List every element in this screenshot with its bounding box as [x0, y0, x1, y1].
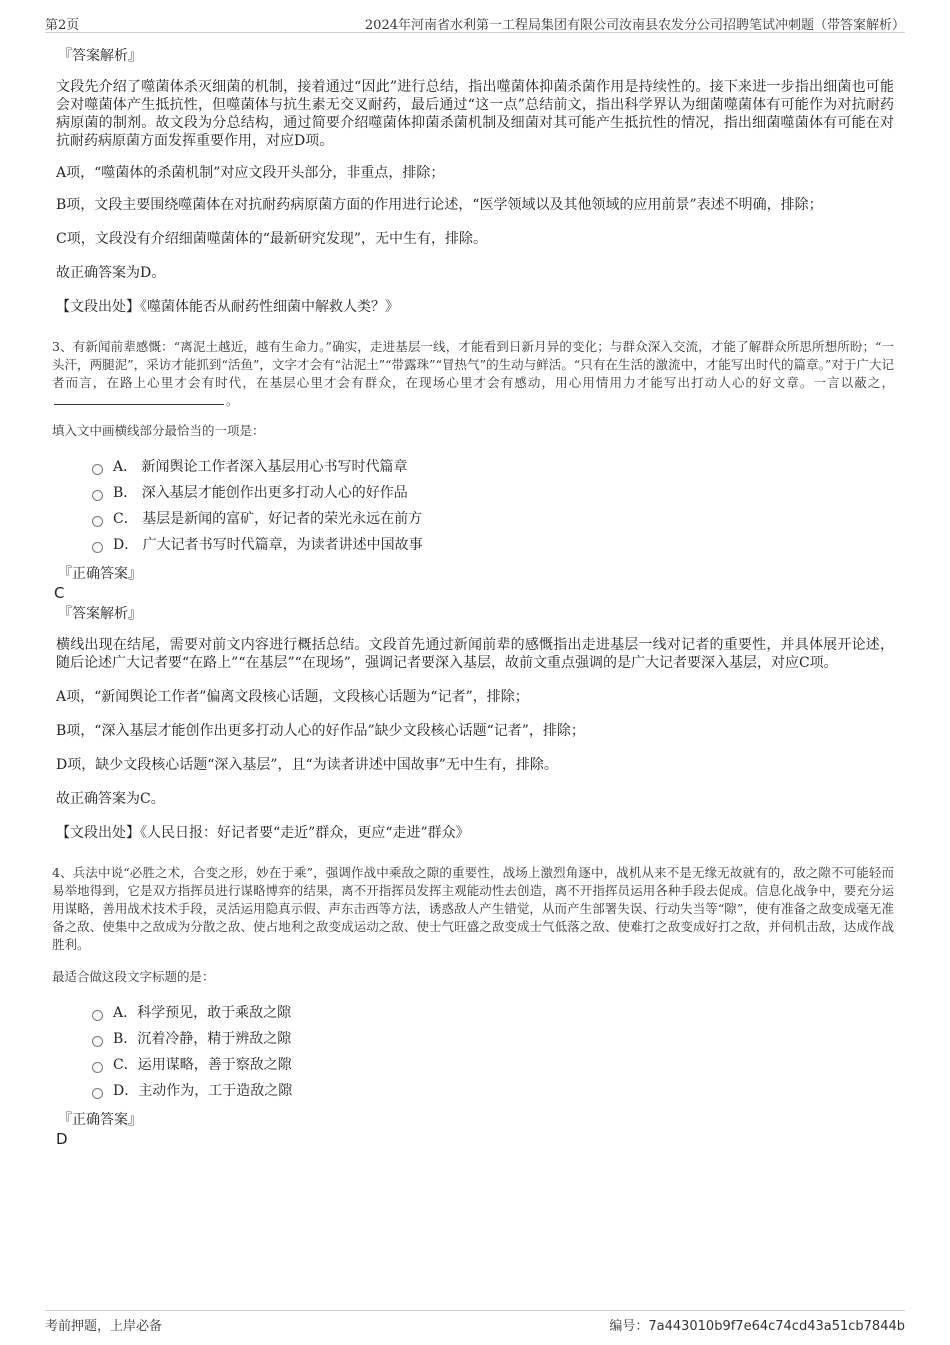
source: 【文段出处】《噬菌体能否从耐药性细菌中解救人类？》: [56, 299, 399, 315]
analysis-text: 横线出现在结尾，需要对前文内容进行概括总结。文段首先通过新闻前辈的感慨指出走进基层一线对记者的重要性，并具体展开论述，随后论述广大记者要“在路上”“在基层”“在现场”，强调记者要深入基层，故前文重点强调的是广大记者要深入基层，对应C项。: [56, 637, 894, 671]
question-prompt: 最适合做这段文字标题的是：: [52, 969, 215, 984]
radio-icon[interactable]: [92, 542, 103, 553]
question-prompt: 填入文中画横线部分最恰当的一项是：: [52, 423, 265, 438]
analysis-option-a: A项，“新闻舆论工作者”偏离文段核心话题，文段核心话题为“记者”，排除；: [56, 689, 529, 705]
page-number: 第2页: [45, 18, 80, 33]
radio-icon[interactable]: [92, 1010, 103, 1021]
blank-line: [54, 392, 224, 405]
analysis-option-c: C项，文段没有介绍细菌噬菌体的“最新研究发现”，无中生有，排除。: [56, 231, 488, 247]
question-4: [52, 864, 894, 1104]
option-d[interactable]: D．主动作为，工于造敌之隙: [92, 1078, 894, 1104]
document-title: 2024年河南省水利第一工程局集团有限公司汝南县农发分公司招聘笔试冲刺题（带答案解析）: [364, 18, 905, 33]
analysis-text: 文段先介绍了噬菌体杀灭细菌的机制，接着通过“因此”进行总结，指出噬菌体抑菌杀菌作用是持续性的。接下来进一步指出细菌也可能会对噬菌体产生抵抗性，但噬菌体与抗生素无交叉耐药，最后通过“这一点”总结前文，指出科学界认为细菌噬菌体有可能作为对抗耐药病原菌的制剂。故文段为分总结构，通过简要介绍噬菌体抑菌杀菌机制及细菌对其可能产生抵抗性的情况，指出细菌噬菌体有可能在对抗耐药病原菌方面发挥重要作用，对应D项。: [56, 79, 894, 149]
option-d[interactable]: D． 广大记者书写时代篇章，为读者讲述中国故事: [92, 532, 894, 558]
option-list: [92, 454, 894, 558]
radio-icon[interactable]: [92, 1036, 103, 1047]
option-a[interactable]: A． 新闻舆论工作者深入基层用心书写时代篇章: [92, 454, 894, 480]
analysis-option-b: B项，文段主要围绕噬菌体在对抗耐药病原菌方面的作用进行论述，“医学领域以及其他领域的应用前景”表述不明确，排除；: [56, 197, 823, 213]
correct-answer: C: [54, 584, 65, 602]
conclusion: 故正确答案为D。: [56, 265, 166, 281]
analysis-label: 『答案解析』: [58, 48, 142, 64]
analysis-label: 『答案解析』: [58, 606, 142, 622]
option-c[interactable]: C．运用谋略，善于察敌之隙: [92, 1052, 894, 1078]
footer-slogan: 考前押题，上岸必备: [45, 1319, 163, 1334]
analysis-option-d: D项，缺少文段核心话题“深入基层”，且“为读者讲述中国故事”无中生有，排除。: [56, 757, 558, 773]
answer-label: 『正确答案』: [58, 566, 142, 582]
radio-icon[interactable]: [92, 516, 103, 527]
question-stem: 3、有新闻前辈感慨：“离泥土越近，越有生命力。”确实，走进基层一线，才能看到日新月异的变化；与群众深入交流，才能了解群众所思所想所盼；“一头汗，两腿泥”，采访才能抓到“活鱼”，文字才会有“沾泥土”“带露珠”“冒热气”的生动与鲜活。“只有在生活的激流中，才能写出时代的篇章。”对于广大记者而言，在路上心里才会有时代，在基层心里才会有群众，在现场心里才会有感动，用心用情用力才能写出打动人心的好文章。一言以蔽之，。: [52, 339, 894, 408]
radio-icon[interactable]: [92, 1062, 103, 1073]
radio-icon[interactable]: [92, 464, 103, 475]
analysis-option-b: B项，“深入基层才能创作出更多打动人心的好作品”缺少文段核心话题“记者”，排除；: [56, 723, 585, 739]
radio-icon[interactable]: [92, 1088, 103, 1099]
page-footer: [45, 1310, 905, 1341]
option-b[interactable]: B．沉着冷静，精于辨敌之隙: [92, 1026, 894, 1052]
conclusion: 故正确答案为C。: [56, 791, 165, 807]
analysis-option-a: A项，“噬菌体的杀菌机制”对应文段开头部分，非重点，排除；: [56, 165, 445, 181]
correct-answer: D: [56, 1130, 68, 1148]
option-a[interactable]: A．科学预见，敢于乘敌之隙: [92, 1000, 894, 1026]
option-list: [92, 1000, 894, 1104]
option-c[interactable]: C． 基层是新闻的富矿，好记者的荣光永远在前方: [92, 506, 894, 532]
option-b[interactable]: B． 深入基层才能创作出更多打动人心的好作品: [92, 480, 894, 506]
question-stem: 4、兵法中说“必胜之术，合变之形，妙在于乘”，强调作战中乘敌之隙的重要性，战场上激烈角逐中，战机从来不是无缘无故就有的，敌之隙不可能轻而易举地得到，它是双方指挥员进行谋略博弈的结果，离不开指挥员发挥主观能动性去创造，离不开指挥员运用各种手段去促成。信息化战争中，要充分运用谋略，善用战术技术手段，灵活运用隐真示假、声东击西等方法，诱惑敌人产生错觉，从而产生部署失误、行动失当等“隙”，使有准备之敌变成毫无准备之敌、使集中之敌成为分散之敌、使占地利之敌变成运动之敌、使士气旺盛之敌变成士气低落之敌、使难打之敌变成好打之敌，并伺机击敌，达成作战胜利。: [52, 865, 894, 952]
source: 【文段出处】《人民日报：好记者要“走近”群众，更应“走进”群众》: [56, 825, 470, 841]
document-code: 编号：7a443010b9f7e64c74cd43a51cb7844b: [609, 1319, 905, 1334]
radio-icon[interactable]: [92, 490, 103, 501]
page-content: [52, 46, 894, 1148]
page-header: [45, 12, 905, 33]
answer-label: 『正确答案』: [58, 1112, 142, 1128]
question-3: [52, 338, 894, 558]
